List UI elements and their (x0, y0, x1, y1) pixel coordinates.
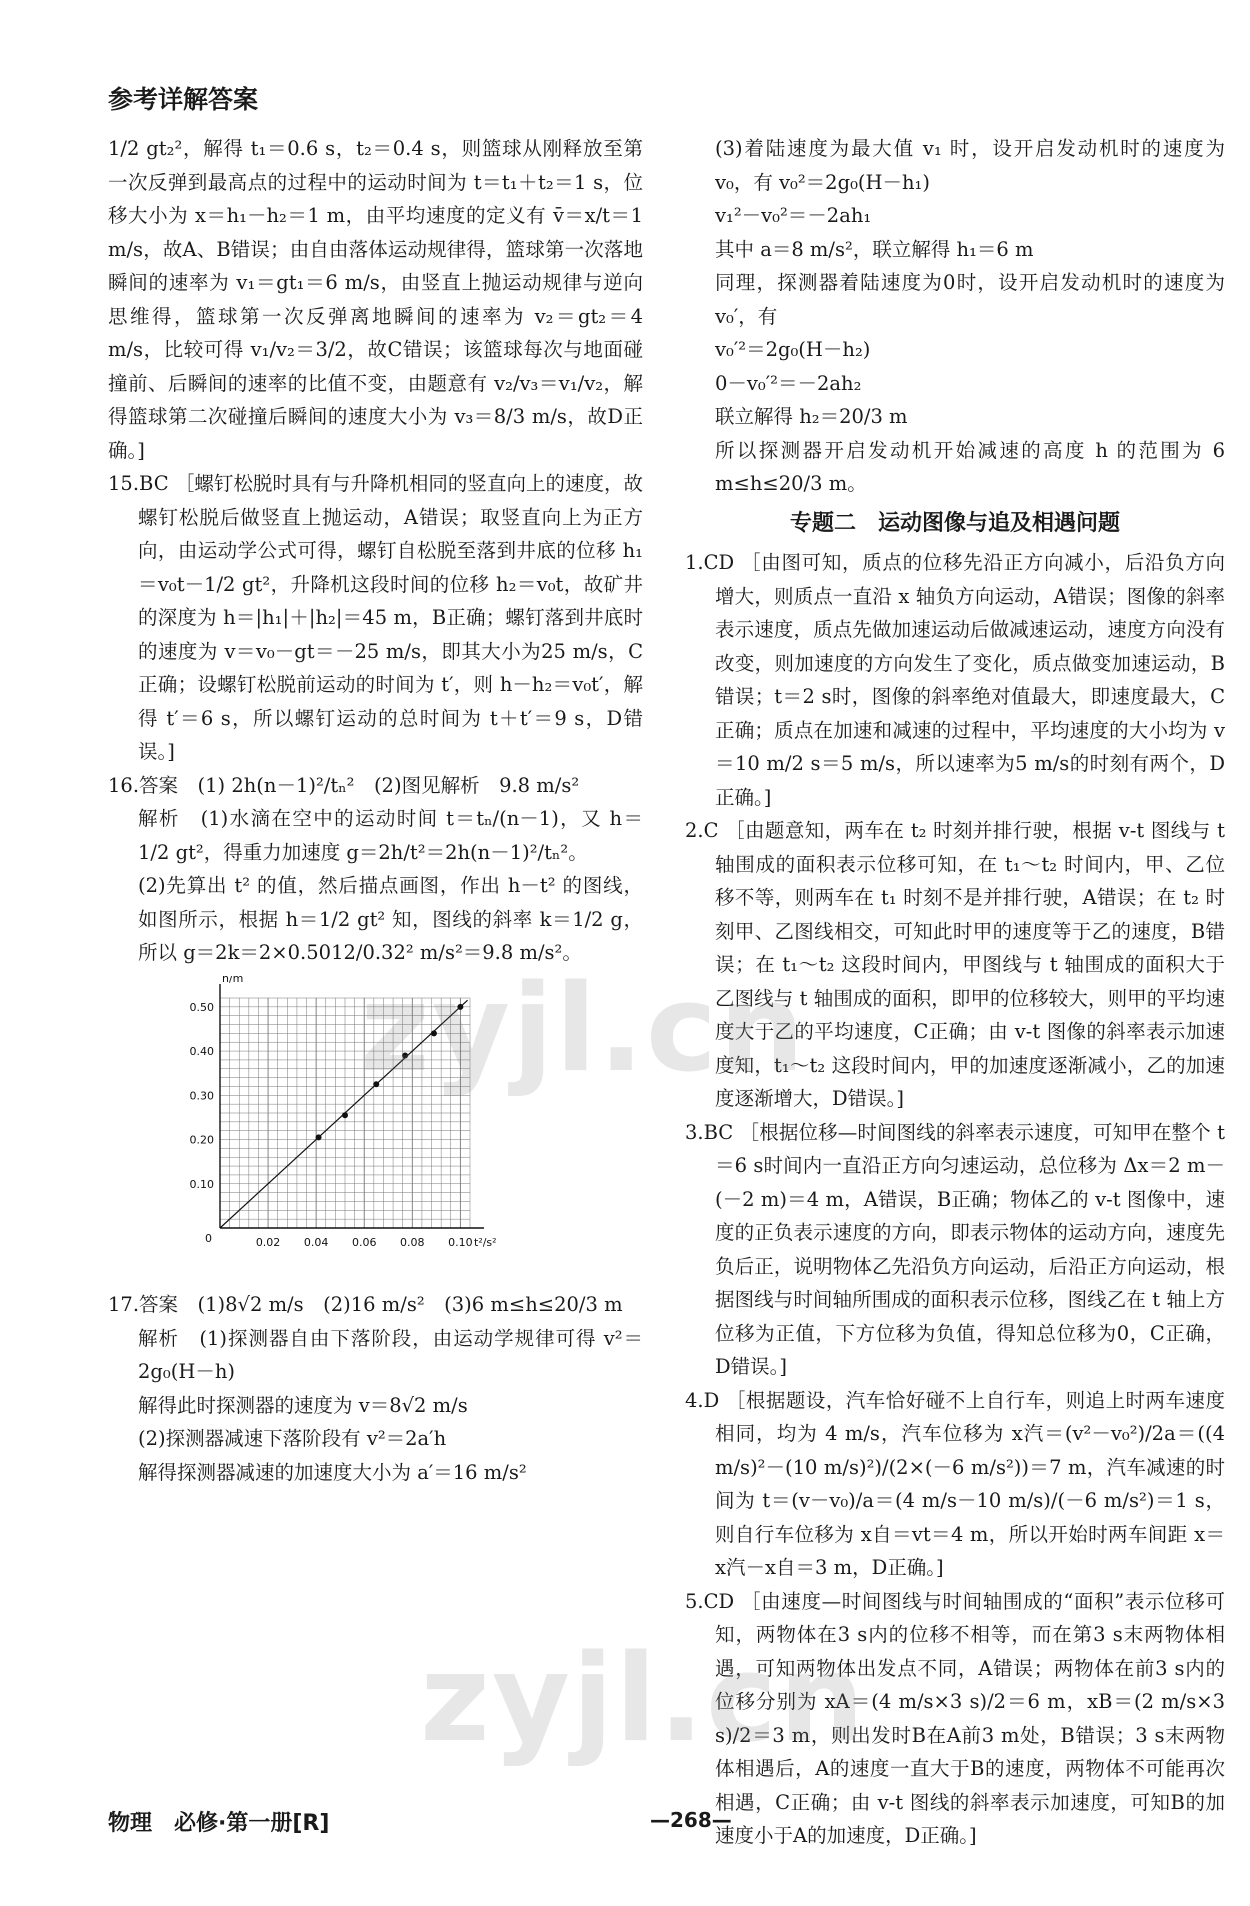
x-tick-label: 0.02 (255, 1235, 281, 1249)
q17-part3-4: 同理，探测器着陆速度为0时，设开启发动机时的速度为 v₀′，有 (715, 271, 1225, 328)
q17-analysis-3: (2)探测器减速下落阶段有 v²＝2a′h (138, 1427, 447, 1450)
footer-book-title: 物理 必修·第一册[R] (108, 1811, 330, 1836)
left-column (108, 132, 643, 1489)
topic2-q2: 2.C ［由题意知，两车在 t₂ 时刻并排行驶，根据 v-t 图线与 t 轴围成的面积表示位移可知，在 t₁～t₂ 时间内，甲、乙位移不等，则两车在 t₁ 时刻不是并排行驶，A错误；在 t₂ 时刻甲、乙图线相交，可知此时甲的速度等于乙的速度，B错误；在 t₁～t₂ 这段时间内，甲图线与 t 轴围成的面积大于乙图线与 t 轴围成的面积，即甲的位移较大，则甲的平均速度大于乙的平均速度，C正确；由 v-t 图像的斜率表示加速度知，t₁～t₂ 这段时间内，甲的加速度逐渐减小，乙的加速度逐渐增大，D错误。] (685, 819, 1225, 1110)
q16-answer: 16.答案 (1) 2h(n－1)²/tₙ² (2)图见解析 9.8 m/s² (108, 773, 580, 797)
x-axis-label: t²/s² (474, 1235, 497, 1249)
y-axis-label: h/m (222, 975, 244, 985)
watermark-top: zyjl.cn (360, 960, 807, 1099)
q17-answer: 17.答案 (1)8√2 m/s (2)16 m/s² (3)6 m≤h≤20/3 m (108, 1293, 623, 1316)
q17-analysis-2: 解得此时探测器的速度为 v＝8√2 m/s (138, 1393, 468, 1417)
y-tick-label: 0.40 (189, 1044, 214, 1058)
q17-part3-5: v₀′²＝2g₀(H－h₂) (715, 338, 871, 361)
x-tick-label: 0.06 (351, 1235, 377, 1249)
q17-part3-3: 其中 a＝8 m/s²，联立解得 h₁＝6 m (715, 237, 1034, 261)
q17-part3-6: 0－v₀′²＝－2ah₂ (715, 371, 862, 395)
q17-part3-2: v₁²－v₀²＝－2ah₁ (715, 204, 872, 227)
q17-part3-8: 所以探测器开启发动机开始减速的高度 h 的范围为 6 m≤h≤20/3 m。 (715, 438, 1225, 495)
x-tick-label: 0.04 (303, 1235, 329, 1249)
topic2-q4: 4.D ［根据题设，汽车恰好碰不上自行车，则追上时两车速度相同，均为 4 m/s，汽车位移为 x汽＝(v²－v₀²)/2a＝((4 m/s)²－(10 m/s)²)/(2×(－6 m/s²))＝7 m，汽车减速的时间为 t＝(v－v₀)/a＝(4 m/s－10 m/s)/(－6 m/s²)＝1 s，则自行车位移为 x自＝vt＝4 m，所以开始时两车间距 x＝x汽－x自＝3 m，D正确。] (685, 1388, 1225, 1579)
origin-label: 0 (205, 1231, 212, 1245)
y-tick-label: 0.30 (189, 1088, 214, 1102)
data-point (316, 1134, 322, 1140)
data-point (342, 1112, 348, 1118)
page-number: —268— (650, 1808, 732, 1832)
q15-answer: 15.BC ［螺钉松脱时具有与升降机相同的竖直向上的速度，故螺钉松脱后做竖直上抛运动，A错误；取竖直向上为正方向，由运动学公式可得，螺钉自松脱至落到井底的位移 h₁＝v₀t－1/2 gt²，升降机这段时间的位移 h₂＝v₀t，故矿井的深度为 h＝|h₁|＋|h₂|＝45 m，B正确；螺钉落到井底时的速度为 v＝v₀－gt＝－25 m/s，即其大小为25 m/s，C正确；设螺钉松脱前运动的时间为 t′，则 h－h₂＝v₀t′，解得 t′＝6 s，所以螺钉运动的总时间为 t＋t′＝9 s，D错误。] (108, 472, 643, 763)
watermark-bottom: zyjl.cn (420, 1630, 867, 1769)
x-tick-label: 0.10 (448, 1235, 473, 1249)
q17-analysis-1: 解析 (1)探测器自由下落阶段，由运动学规律可得 v²＝2g₀(H－h) (138, 1326, 643, 1383)
y-tick-label: 0.50 (189, 1000, 214, 1014)
y-tick-label: 0.10 (189, 1177, 214, 1191)
x-tick-label: 0.08 (400, 1235, 425, 1249)
y-tick-label: 0.20 (189, 1133, 214, 1147)
page-header-title: 参考详解答案 (108, 85, 259, 114)
topic2-q3: 3.BC ［根据位移—时间图线的斜率表示速度，可知甲在整个 t＝6 s时间内一直沿正方向匀速运动，总位移为 Δx＝2 m－(－2 m)＝4 m，A错误，B正确；物体乙的 v-t 图像中，速度的正负表示速度的方向，即表示物体的运动方向，速度先负后正，说明物体乙先沿负方向运动，后沿正方向运动，根据图线与时间轴所围成的面积表示位移，图线乙在 t 轴上方位移为正值，下方位移为负值，得知总位移为0，C正确，D错误。] (685, 1120, 1225, 1378)
q17-part3-1: (3)着陆速度为最大值 v₁ 时，设开启发动机时的速度为 v₀，有 v₀²＝2g₀(H－h₁) (715, 137, 1225, 194)
q16-analysis-2: (2)先算出 t² 的值，然后描点画图，作出 h－t² 的图线，如图所示，根据 h＝1/2 gt² 知，图线的斜率 k＝1/2 g，所以 g＝2k＝2×0.5012/0.32² m/s²＝9.8 m/s²。 (138, 874, 643, 964)
q17-part3-7: 联立解得 h₂＝20/3 m (715, 405, 908, 428)
q17-analysis-4: 解得探测器减速的加速度大小为 a′＝16 m/s² (138, 1460, 527, 1484)
section-title: 专题二 运动图像与追及相遇问题 (789, 510, 1120, 536)
q14-continued: 1/2 gt₂²，解得 t₁＝0.6 s，t₂＝0.4 s，则篮球从刚释放至第一次反弹到最高点的过程中的运动时间为 t＝t₁＋t₂＝1 s，位移大小为 x＝h₁－h₂＝1 m，由平均速度的定义有 v̄＝x/t＝1 m/s，故A、B错误；由自由落体运动规律得，篮球第一次落地瞬间的速率为 v₁＝gt₁＝6 m/s，由竖直上抛运动规律与逆向思维得，篮球第一次反弹离地瞬间的速率为 v₂＝gt₂＝4 m/s，比较可得 v₁/v₂＝3/2，故C错误；该篮球每次与地面碰撞前、后瞬间的速率的比值不变，由题意有 v₂/v₃＝v₁/v₂，解得篮球第二次碰撞后瞬间的速度大小为 v₃＝8/3 m/s，故D正确。] (108, 137, 643, 462)
topic2-q1: 1.CD ［由图可知，质点的位移先沿正方向减小，后沿负方向增大，则质点一直沿 x 轴负方向运动，A错误；图像的斜率表示速度，质点先做加速运动后做减速运动，速度方向没有改变，则加速度的方向发生了变化，质点做变加速运动，B错误；t＝2 s时，图像的斜率绝对值最大，即速度最大，C正确；质点在加速和减速的过程中，平均速度的大小均为 v＝10 m/2 s＝5 m/s，所以速率为5 m/s的时刻有两个，D正确。] (685, 551, 1225, 809)
topic2-q5: 5.CD ［由速度—时间图线与时间轴围成的“面积”表示位移可知，两物体在3 s内的位移不相等，而在第3 s末两物体相遇，可知两物体出发点不同，A错误；两物体在前3 s内的位移分别为 xA＝(4 m/s×3 s)/2＝6 m，xB＝(2 m/s×3 s)/2＝3 m，则出发时B在A前3 m处，B错误；3 s末两物体相遇后，A的速度一直大于B的速度，两物体不可能再次相遇，C正确；由 v-t 图线的斜率表示加速度，可知B的加速度小于A的加速度，D正确。] (685, 1589, 1225, 1847)
q16-analysis-1: 解析 (1)水滴在空中的运动时间 t＝tₙ/(n－1)，又 h＝1/2 gt²，得重力加速度 g＝2h/t²＝2h(n－1)²/tₙ²。 (138, 807, 643, 864)
